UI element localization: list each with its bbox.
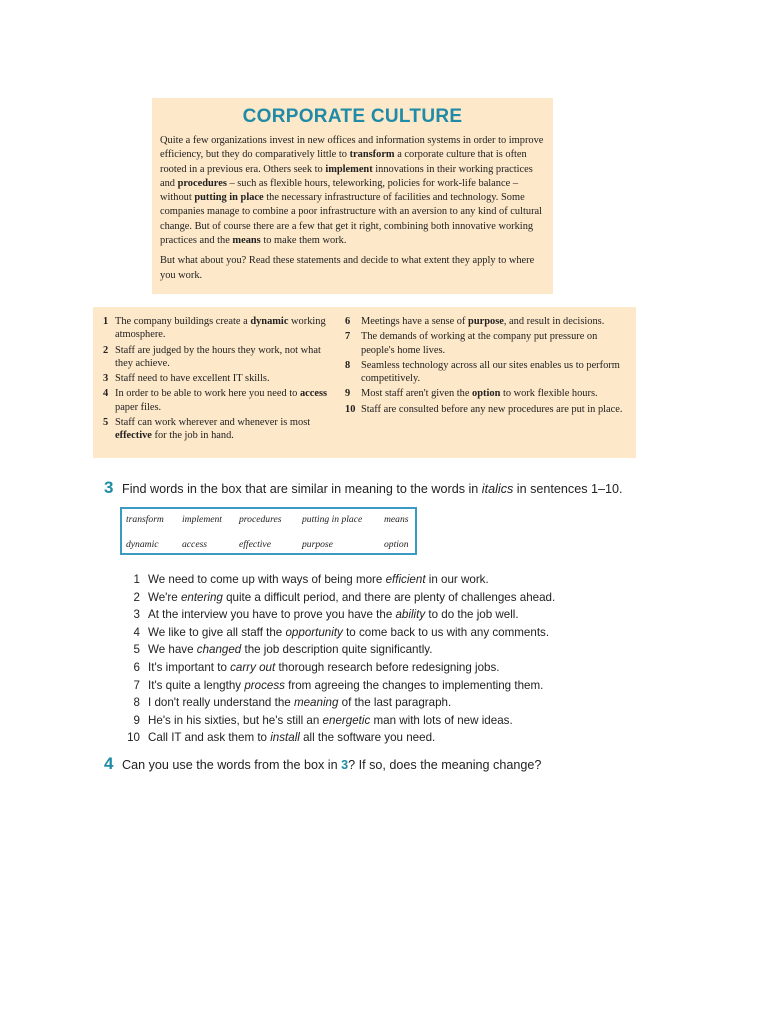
bold-term: means [232, 235, 261, 247]
statement-item [345, 315, 630, 328]
sentence-item [120, 641, 590, 659]
statement-item [103, 315, 333, 342]
statement-text [361, 387, 598, 400]
text-run: It's quite a lengthy [148, 678, 245, 692]
bold-term: option [472, 388, 501, 400]
intro-paragraph [160, 134, 545, 248]
text-run: At the interview you have to prove you have the [148, 608, 396, 622]
statement-number: 2 [103, 344, 109, 356]
statement-item [345, 359, 630, 386]
box-word: means [384, 514, 409, 525]
text-run: Call IT and ask them to [148, 731, 271, 745]
sentence-text [148, 589, 555, 607]
bold-term: implement [325, 163, 373, 175]
statement-item [103, 416, 333, 443]
text-run: of the last paragraph. [338, 696, 452, 710]
italic-term: meaning [293, 696, 339, 710]
sentence-item [120, 624, 590, 642]
sentence-number: 3 [133, 608, 140, 622]
statement-text [115, 372, 270, 385]
italic-term: energetic [322, 713, 371, 727]
sentence-text [148, 677, 543, 695]
text-run: We have [148, 643, 197, 657]
instruction-text: Can you use the words from the box in [122, 758, 342, 772]
box-word: effective [239, 539, 271, 550]
statement-number: 4 [103, 388, 109, 400]
statement-item [345, 387, 630, 400]
statement-number: 3 [103, 373, 109, 385]
sentence-text [148, 641, 432, 659]
sentence-number: 10 [127, 731, 140, 745]
sentence-list [120, 571, 590, 747]
text-run: Most staff aren't given the [361, 388, 473, 400]
exercise-instruction [122, 758, 541, 772]
sentence-number: 2 [133, 590, 140, 604]
statement-text [361, 330, 630, 357]
italic-term: ability [395, 608, 426, 622]
exercise-3-heading [104, 478, 623, 498]
text-run: Staff can work wherever and whenever is most [115, 417, 311, 429]
sentence-text [148, 659, 500, 677]
sentence-text [148, 694, 451, 712]
text-run: the job description quite significantly. [241, 643, 433, 657]
word-box [120, 507, 417, 555]
text-run: Staff need to have excellent IT skills. [115, 373, 270, 385]
italic-term: italics [481, 482, 514, 496]
statement-text [361, 315, 604, 328]
box-word: access [182, 539, 208, 550]
text-run: The company buildings create a [115, 316, 251, 327]
box-word: dynamic [126, 539, 159, 550]
statement-number: 1 [103, 316, 109, 327]
text-run: Meetings have a sense of [361, 316, 469, 327]
statement-number: 9 [345, 388, 351, 400]
statement-item [345, 403, 630, 416]
text-run: to make them work. [260, 235, 347, 247]
text-run: to work flexible hours. [500, 388, 598, 400]
sentence-text [148, 571, 489, 589]
sentence-number: 7 [133, 678, 140, 692]
text-run: in our work. [425, 573, 489, 586]
statement-number: 6 [345, 316, 351, 327]
box-word: putting in place [302, 514, 363, 525]
sentence-number: 1 [133, 573, 140, 586]
text-run: , and result in decisions. [503, 316, 605, 327]
sentence-text [148, 624, 549, 642]
text-run: – such as flexible hours, teleworking, policies for work-life balance – without [160, 177, 519, 204]
italic-term: changed [196, 643, 242, 657]
statement-item [103, 372, 333, 385]
box-word: procedures [239, 514, 282, 525]
box-word: option [384, 539, 409, 550]
sentence-item [120, 694, 590, 712]
statement-number: 10 [345, 403, 356, 415]
sentence-number: 6 [133, 660, 140, 674]
text-run: quite a difficult period, and there are plenty of challenges ahead. [222, 590, 556, 604]
text-run: to come back to us with any comments. [342, 625, 550, 639]
instruction-text: ? If so, does the meaning change? [348, 758, 542, 772]
sentence-text [148, 712, 513, 730]
text-run: Staff are judged by the hours they work, not what they achieve. [115, 344, 321, 370]
text-run: The demands of working at the company put pressure on people's home lives. [361, 331, 598, 356]
italic-term: entering [180, 590, 223, 604]
bold-term: access [299, 388, 328, 400]
statement-text [115, 344, 333, 371]
text-run: We like to give all staff the [148, 625, 286, 639]
italic-term: install [270, 731, 300, 745]
text-run: Find words in the box that are similar in meaning to the words in [122, 482, 482, 496]
text-run: Quite a few organizations invest in new offices and information systems in order to improve efficiency, but they do comparatively little to [160, 135, 544, 161]
text-run: to do the job well. [425, 608, 519, 622]
exercise-reference: 3 [341, 758, 349, 772]
page-title: CORPORATE CULTURE [242, 106, 463, 127]
statement-text [361, 403, 622, 416]
sentence-item [120, 712, 590, 730]
bold-term: dynamic [250, 316, 289, 327]
statement-text [361, 359, 630, 386]
box-word: transform [126, 514, 164, 525]
statements-right-column [345, 315, 630, 418]
statements-left-column [103, 315, 333, 445]
sentence-item [120, 659, 590, 677]
text-run: innovations in their working practices and [160, 163, 533, 189]
sentence-number: 9 [133, 713, 140, 727]
exercise-number: 4 [104, 754, 114, 773]
italic-term: carry out [230, 660, 276, 674]
text-run: working atmosphere. [115, 316, 326, 341]
sentence-number: 8 [133, 696, 140, 710]
statement-text [115, 387, 333, 414]
text-run: for the job in hand. [151, 430, 234, 442]
bold-term: transform [349, 149, 395, 161]
statement-item [103, 387, 333, 414]
text-run: We're [148, 590, 181, 604]
text-run: paper files. [115, 401, 162, 413]
box-word: purpose [302, 539, 333, 550]
statement-item [103, 344, 333, 371]
statement-text [115, 315, 333, 342]
exercise-instruction [122, 482, 623, 496]
box-word: implement [182, 514, 222, 525]
exercise-4-heading [104, 754, 541, 774]
bold-term: putting in place [194, 192, 264, 204]
bold-term: effective [115, 430, 152, 442]
text-run: It's important to [148, 660, 231, 674]
text-run: from agreeing the changes to implementing them. [284, 678, 544, 692]
text-run: in sentences 1–10. [513, 482, 623, 496]
sentence-item [120, 729, 590, 747]
sentence-number: 5 [133, 643, 140, 657]
text-run: man with lots of new ideas. [370, 713, 513, 727]
text-run: all the software you need. [299, 731, 436, 745]
italic-term: efficient [385, 573, 426, 586]
exercise-number: 3 [104, 478, 114, 497]
statement-text [115, 416, 333, 443]
sentence-text [148, 729, 435, 747]
bold-term: procedures [177, 177, 227, 189]
statement-number: 8 [345, 359, 351, 371]
statements-panel [93, 307, 636, 458]
text-run: thorough research before redesigning jobs. [275, 660, 500, 674]
sentence-item [120, 589, 590, 607]
text-run: the necessary infrastructure of facilities and technology. Some companies manage to combine a poor infrastructure with an aversion to any kind of cultural change. But of course there are a few that get it right, combining both innovative working practices and the [160, 192, 543, 247]
intro-question: But what about you? Read these statements and decide to what extent they apply to where you work. [160, 255, 535, 281]
text-run: a corporate culture that is often rooted in a previous era. Others seek to [160, 149, 527, 175]
statement-number: 5 [103, 417, 109, 429]
sentence-item [120, 571, 590, 589]
sentence-item [120, 606, 590, 624]
intro-panel [152, 98, 553, 294]
sentence-item [120, 677, 590, 695]
text-run: He's in his sixties, but he's still an [148, 713, 323, 727]
statement-item [345, 330, 630, 357]
text-run: We need to come up with ways of being more [148, 573, 386, 586]
bold-term: purpose [468, 316, 504, 327]
italic-term: opportunity [285, 625, 343, 639]
text-run: In order to be able to work here you need to [115, 388, 300, 400]
statement-number: 7 [345, 331, 351, 343]
sentence-text [148, 606, 519, 624]
sentence-number: 4 [133, 625, 140, 639]
text-run: Seamless technology across all our sites enables us to perform competitively. [361, 359, 620, 385]
text-run: I don't really understand the [148, 696, 294, 710]
italic-term: process [244, 678, 285, 692]
text-run: Staff are consulted before any new procedures are put in place. [361, 403, 623, 415]
